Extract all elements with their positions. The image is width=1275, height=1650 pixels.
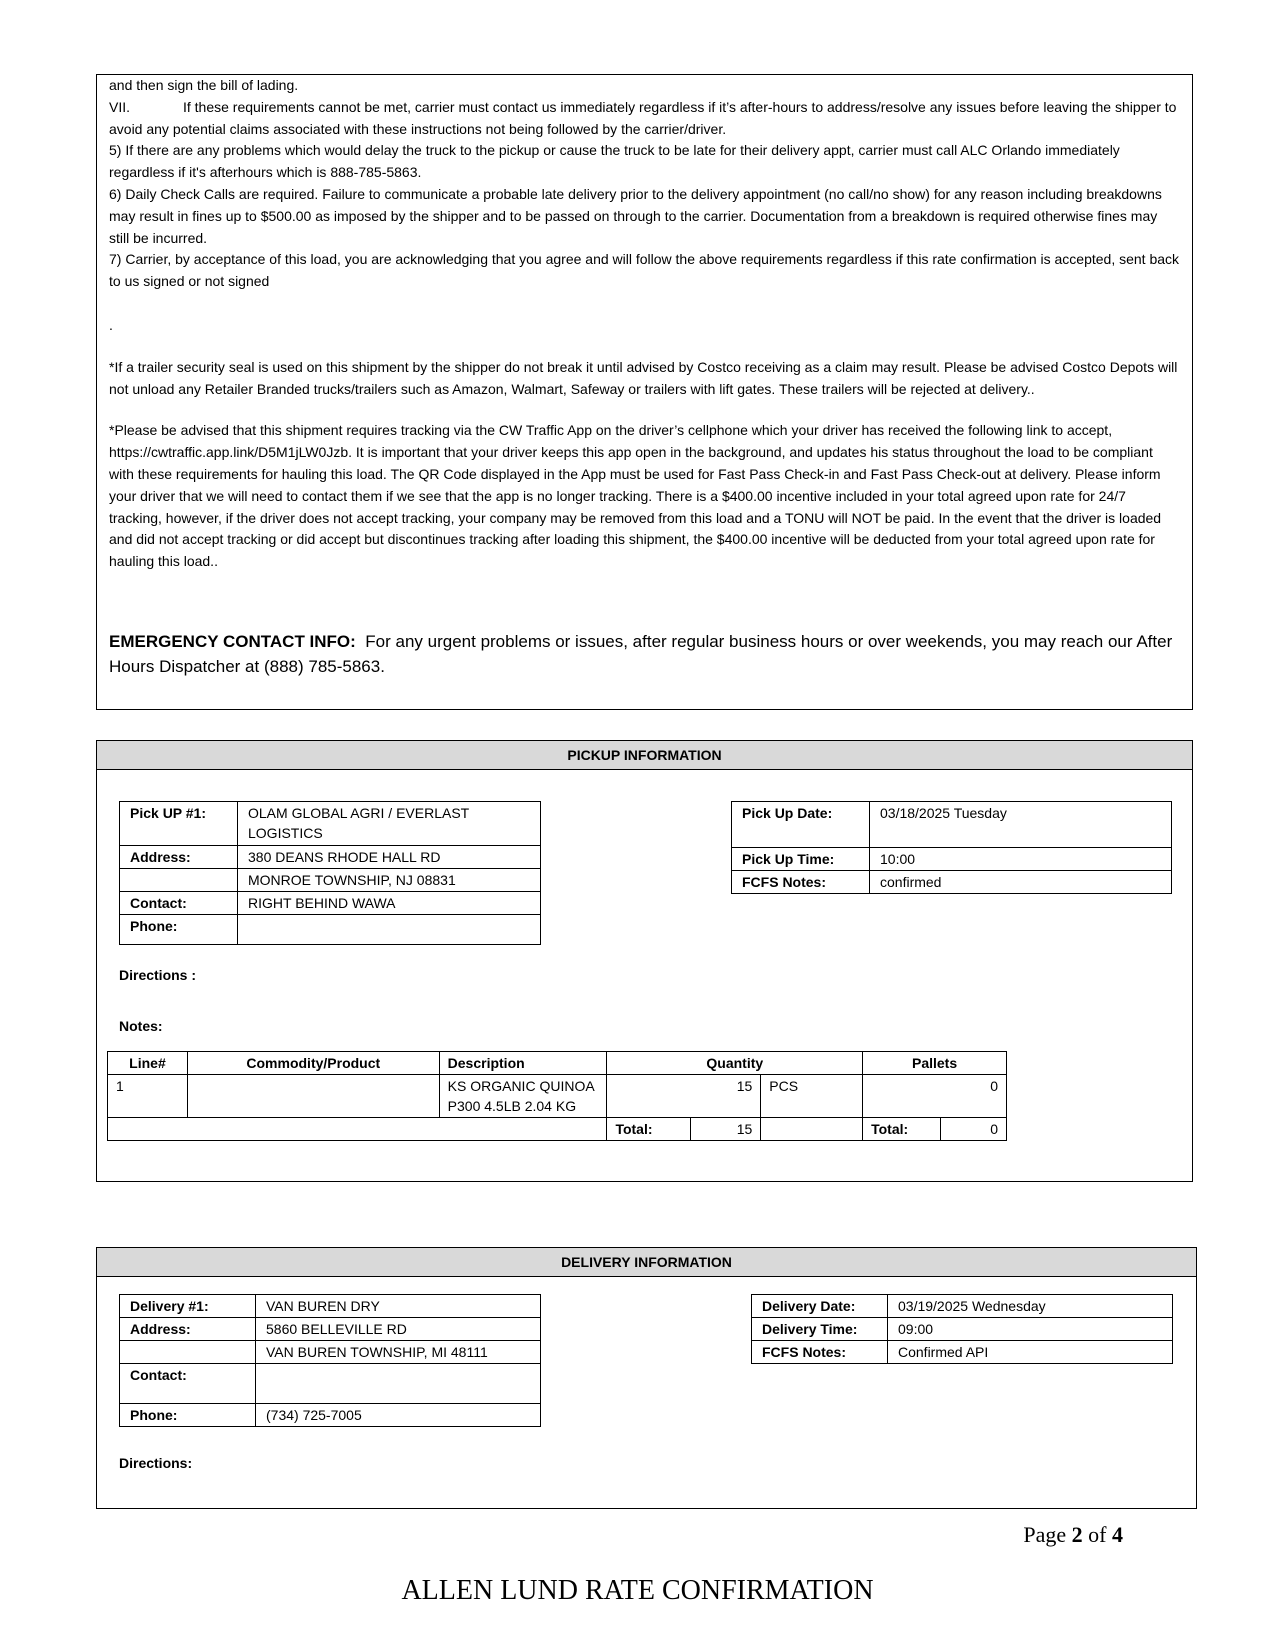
total-pallets: 0	[941, 1118, 1007, 1141]
total-pallets-label: Total:	[863, 1118, 941, 1141]
page-of: of	[1088, 1522, 1107, 1547]
delivery-contact-label: Contact:	[120, 1364, 256, 1404]
delivery-address-line2: VAN BUREN TOWNSHIP, MI 48111	[256, 1341, 541, 1364]
delivery-location-table	[119, 1294, 541, 1427]
terms-line: and then sign the bill of lading.	[109, 77, 299, 93]
roman-numeral: VII.	[109, 98, 131, 115]
col-line: Line#	[108, 1052, 188, 1075]
row-pallets: 0	[863, 1075, 1007, 1118]
terms-line: 5) If there are any problems which would delay the truck to the pickup or cause the truck to be late for their delivery appt, carrier must call ALC Orlando immediately regardless if it's afterhours which is 888-785-5863.	[109, 142, 1120, 181]
emergency-text: For any urgent problems or issues, after regular business hours or over weekends, you may reach our After Hours Dispatcher at (888) 785-5863.	[109, 631, 1173, 676]
delivery-directions-label: Directions:	[119, 1455, 193, 1471]
pickup-date-value: 03/18/2025 Tuesday	[870, 802, 1172, 848]
delivery-address-label: Address:	[120, 1318, 256, 1341]
delivery-time-value: 09:00	[888, 1318, 1173, 1341]
terms-line: 7) Carrier, by acceptance of this load, you are acknowledging that you agree and will follow the above requirements regardless if this rate confirmation is accepted, sent back to us signed or not signed	[109, 251, 1180, 290]
emergency-label: EMERGENCY CONTACT INFO:	[109, 631, 356, 651]
delivery-time-label: Delivery Time:	[752, 1318, 888, 1341]
pickup-location-table	[119, 801, 541, 945]
delivery-fcfs-value: Confirmed API	[888, 1341, 1173, 1364]
col-quantity: Quantity	[607, 1052, 863, 1075]
pickup-address-label: Address:	[120, 846, 238, 869]
delivery-schedule-table	[751, 1294, 1173, 1364]
row-commodity	[187, 1075, 439, 1118]
delivery-section	[96, 1247, 1197, 1509]
pickup-contact-value: RIGHT BEHIND WAWA	[238, 892, 541, 915]
totals-row	[108, 1118, 1007, 1141]
page-number	[1023, 1522, 1123, 1548]
pickup-time-value: 10:00	[870, 848, 1172, 871]
delivery-number-label: Delivery #1:	[120, 1295, 256, 1318]
terms-text: If these requirements cannot be met, carrier must contact us immediately regardless if it’s after-hours to address/resolve any issues before leaving the shipper to avoid any potential claims associated with these instructions not being followed by the carrier/driver.	[109, 98, 1177, 137]
pickup-directions-label: Directions :	[119, 967, 197, 983]
delivery-phone-value: (734) 725-7005	[256, 1404, 541, 1427]
pickup-fcfs-value: confirmed	[870, 871, 1172, 894]
pickup-number-label: Pick UP #1:	[120, 802, 238, 846]
delivery-fcfs-label: FCFS Notes:	[752, 1341, 888, 1364]
document-title: ALLEN LUND RATE CONFIRMATION	[401, 1575, 874, 1606]
emergency-contact	[109, 629, 1180, 679]
terms-line	[109, 97, 1180, 141]
page-total: 4	[1112, 1522, 1123, 1547]
pickup-phone-label: Phone:	[120, 915, 238, 945]
pickup-name: OLAM GLOBAL AGRI / EVERLAST LOGISTICS	[238, 802, 541, 846]
row-line: 1	[108, 1075, 188, 1118]
delivery-header: DELIVERY INFORMATION	[97, 1248, 1196, 1277]
row-qty: 15	[607, 1075, 761, 1118]
delivery-contact-value	[256, 1364, 541, 1404]
pickup-phone-value	[238, 915, 541, 945]
page-current: 2	[1071, 1522, 1083, 1547]
terms-line: *If a trailer security seal is used on this shipment by the shipper do not break it until advised by Costco receiving as a claim may result. Please be advised Costco Depots will not unload any Retailer Branded trucks/trailers such as Amazon, Walmart, Safeway or trailers with lift gates. These trailers will be rejected at delivery..	[109, 358, 1178, 397]
pickup-date-label: Pick Up Date:	[732, 802, 870, 848]
col-commodity: Commodity/Product	[187, 1052, 439, 1075]
pickup-fcfs-label: FCFS Notes:	[732, 871, 870, 894]
terms-box	[96, 74, 1193, 710]
row-unit: PCS	[761, 1075, 863, 1118]
col-pallets: Pallets	[863, 1052, 1007, 1075]
row-description: KS ORGANIC QUINOA P300 4.5LB 2.04 KG	[439, 1075, 607, 1118]
terms-line: 6) Daily Check Calls are required. Failure to communicate a probable late delivery prior to the delivery appointment (no call/no show) for any reason including breakdowns may result in fines up to $500.00 as imposed by the shipper and to be passed on through to the carrier. Documentation from a breakdown is required otherwise fines may still be incurred.	[109, 185, 1162, 246]
pickup-time-label: Pick Up Time:	[732, 848, 870, 871]
delivery-date-label: Delivery Date:	[752, 1295, 888, 1318]
delivery-phone-label: Phone:	[120, 1404, 256, 1427]
page-prefix: Page	[1023, 1522, 1067, 1547]
pickup-address-line1: 380 DEANS RHODE HALL RD	[238, 846, 541, 869]
pickup-address-line2: MONROE TOWNSHIP, NJ 08831	[238, 869, 541, 892]
pickup-section	[96, 740, 1193, 1182]
total-qty-label: Total:	[607, 1118, 691, 1141]
pickup-contact-label: Contact:	[120, 892, 238, 915]
total-qty: 15	[691, 1118, 761, 1141]
terms-line: *Please be advised that this shipment requires tracking via the CW Traffic App on the driver’s cellphone which your driver has received the following link to accept, https://cwtraffic.app.link/D5M1jLW0Jzb. It is important that your driver keeps this app open in the background, and updates his status throughout the load to be compliant with these requirements for hauling this load. The QR Code displayed in the App must be used for Fast Pass Check-in and Fast Pass Check-out at delivery. Please inform your driver that we will need to contact them if we see that the app is no longer tracking. There is a $400.00 incentive included in your total agreed upon rate for 24/7 tracking, however, if the driver does not accept tracking, your company may be removed from this load and a TONU will NOT be paid. In the event that the driver is loaded and did not accept tracking or did accept but discontinues tracking after loading this shipment, the $400.00 incentive will be deducted from your total agreed upon rate for hauling this load..	[109, 422, 1162, 570]
pickup-notes-label: Notes:	[119, 1018, 163, 1034]
delivery-address-line1: 5860 BELLEVILLE RD	[256, 1318, 541, 1341]
col-description: Description	[439, 1052, 607, 1075]
terms-line: .	[109, 316, 113, 333]
delivery-date-value: 03/19/2025 Wednesday	[888, 1295, 1173, 1318]
delivery-name: VAN BUREN DRY	[256, 1295, 541, 1318]
table-row	[108, 1075, 1007, 1118]
pickup-schedule-table	[731, 801, 1172, 894]
pickup-header: PICKUP INFORMATION	[97, 741, 1192, 770]
commodity-table	[107, 1051, 1007, 1141]
